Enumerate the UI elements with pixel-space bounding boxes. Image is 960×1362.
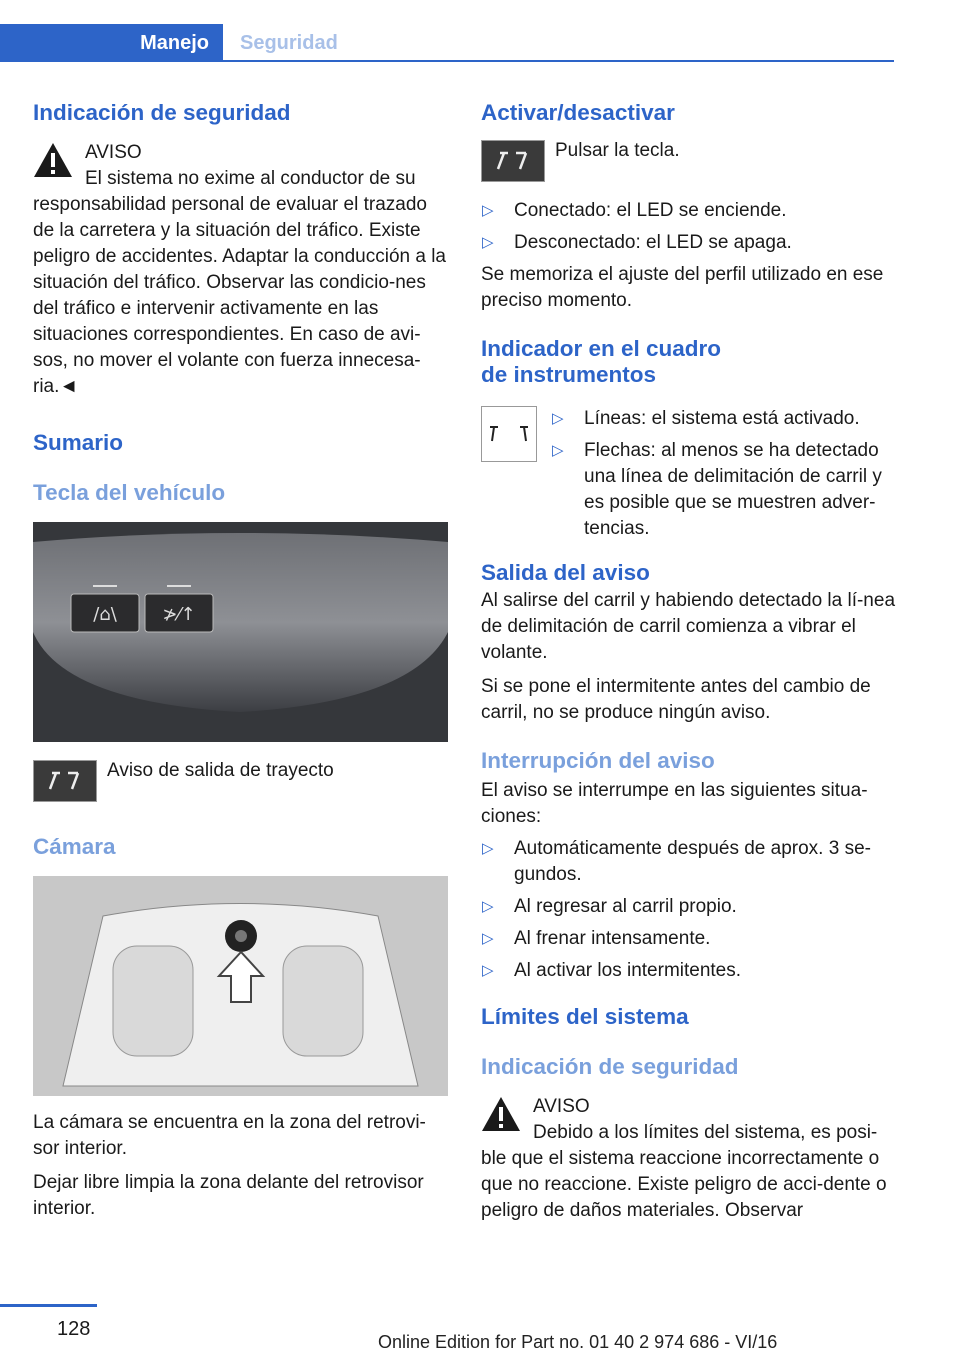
warning-block	[33, 140, 448, 400]
warning-text-first-2: Debido a los límites del sistema, es posi‐	[533, 1122, 878, 1143]
list-item: ▷ Al activar los intermitentes.	[481, 958, 895, 984]
svg-text:/⌂\: /⌂\	[93, 604, 117, 625]
interrupt-text: El aviso se interrumpe en las siguientes situa‐ciones:	[481, 780, 868, 827]
key-caption: Aviso de salida de trayecto	[107, 760, 334, 781]
list-item: ▷ Líneas: el sistema está activado.	[551, 406, 895, 432]
tab-seguridad[interactable]: Seguridad	[240, 32, 338, 54]
tab-manejo[interactable]	[0, 24, 223, 62]
toggle-note: Se memoriza el ajuste del perfil utilizado en ese preciso momento.	[481, 264, 884, 311]
warning-block-2	[481, 1094, 895, 1224]
heading-vehicle-key: Tecla del vehículo	[33, 480, 226, 505]
list-item: ▷ Conectado: el LED se enciende.	[481, 198, 895, 224]
camera-photo	[33, 876, 448, 1096]
chapter-tabs	[0, 24, 894, 62]
heading-limits: Límites del sistema	[481, 1004, 689, 1029]
list-item: ▷ Automáticamente después de aprox. 3 se‐gundos.	[482, 838, 871, 885]
bullet-triangle-icon: ▷	[482, 234, 494, 251]
interrupt-list	[481, 836, 895, 984]
right-column	[481, 100, 895, 1224]
svg-text:≯⁄↑: ≯⁄↑	[162, 604, 196, 625]
heading-safety-2: Indicación de seguridad	[481, 1054, 739, 1079]
indicator-block	[481, 406, 895, 542]
bullet-triangle-icon: ▷	[482, 930, 494, 947]
camera-text-1: La cámara se encuentra en la zona del retrovi‐sor interior.	[33, 1112, 426, 1159]
heading-summary: Sumario	[33, 430, 124, 455]
bullet-triangle-icon: ▷	[482, 962, 494, 979]
tab-manejo-label: Manejo	[140, 32, 209, 54]
output-text-1: Al salirse del carril y habiendo detectado la lí‐nea de delimitación de carril comienza a vibrar el volante.	[481, 590, 896, 663]
warning-icon	[481, 1096, 521, 1132]
vehicle-key-photo	[33, 522, 448, 742]
footer-rule	[0, 1304, 97, 1307]
edition-note: Online Edition for Part no. 01 40 2 974 686 - VI/16	[378, 1332, 778, 1352]
bullet-triangle-icon: ▷	[552, 442, 564, 459]
warning-text: responsabilidad personal de evaluar el trazado de la carretera y la situación del tráfico. Existe peligro de accidentes. Adaptar la conducción a la situación del tráfico. Observar las condicio‐nes del tráfico e intervenir activamente en las situaciones correspondientes. En caso de avi‐sos, no mover el volante con fuerza innecesa‐ria.◄	[33, 194, 446, 397]
bullet-triangle-icon: ▷	[552, 410, 564, 427]
camera-text-2: Dejar libre limpia la zona delante del retrovisor interior.	[33, 1172, 424, 1219]
list-item: ▷ Desconectado: el LED se apaga.	[481, 230, 895, 256]
bullet-triangle-icon: ▷	[482, 898, 494, 915]
lane-lines-icon	[481, 406, 537, 462]
bullet-triangle-icon: ▷	[482, 202, 494, 219]
page-number: 128	[57, 1318, 91, 1340]
bullet-triangle-icon: ▷	[482, 840, 494, 857]
key-caption-row	[33, 760, 448, 804]
warning-icon	[33, 142, 73, 178]
header-rule	[0, 60, 894, 62]
lane-departure-button-icon	[33, 760, 97, 802]
heading-camera: Cámara	[33, 834, 116, 859]
toggle-list	[481, 198, 895, 256]
heading-safety: Indicación de seguridad	[33, 100, 291, 125]
left-column	[33, 100, 448, 1222]
warning-label: AVISO	[85, 142, 142, 163]
heading-indicator: Indicador en el cuadro de instrumentos	[481, 336, 722, 387]
indicator-list	[551, 406, 895, 542]
list-item: ▷ Flechas: al menos se ha detectado una línea de delimitación de carril y es posible que se muestren adver‐tencias.	[552, 440, 882, 539]
warning-text-first: El sistema no exime al conductor de su	[85, 168, 416, 189]
warning-text-2: ble que el sistema reaccione incorrectamente o que no reaccione. Existe peligro de acci‐dente o peligro de daños materiales. Observar	[481, 1148, 887, 1221]
heading-toggle: Activar/desactivar	[481, 100, 675, 125]
heading-interrupt: Interrupción del aviso	[481, 748, 715, 773]
toggle-row	[481, 140, 895, 184]
warning-label-2: AVISO	[533, 1096, 590, 1117]
toggle-text: Pulsar la tecla.	[555, 140, 680, 161]
list-item: ▷ Al regresar al carril propio.	[481, 894, 895, 920]
list-item: ▷ Al frenar intensamente.	[481, 926, 895, 952]
heading-output: Salida del aviso	[481, 560, 650, 585]
output-text-2: Si se pone el intermitente antes del cambio de carril, no se produce ningún aviso.	[481, 676, 871, 723]
lane-departure-button-icon	[481, 140, 545, 182]
